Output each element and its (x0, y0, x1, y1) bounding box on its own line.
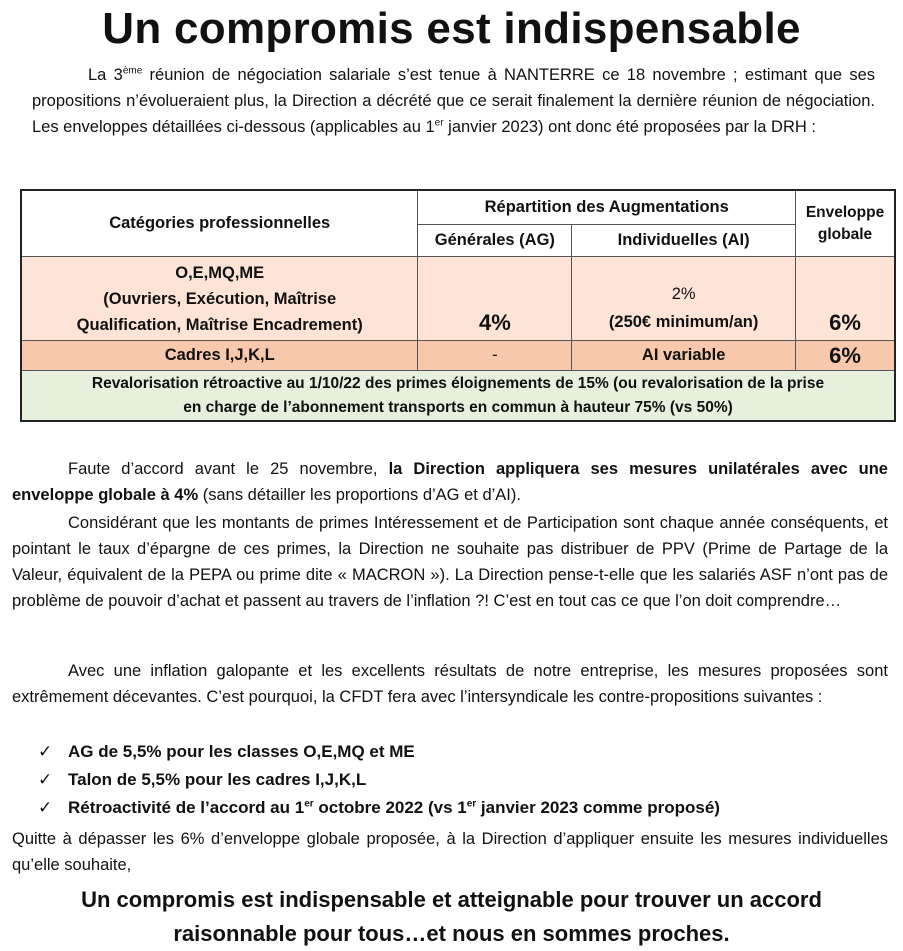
intro-text-middle: réunion de négociation salariale s’est tenue à NANTERRE ce 18 novembre ; estimant que ses propositions n’évolueraient plus, la Direction a décrété que ce serait finalement la dernière réunion de négociation. Les enveloppes détaillées ci-dessous (applicables au 1 (32, 66, 875, 136)
paragraph-faute-accord (12, 456, 888, 508)
faute-bold: la Direction appliquera ses mesures unilatérales avec une enveloppe globale à 4% (12, 460, 888, 504)
closing-statement (0, 883, 903, 951)
row1-category-line3: Qualification, Maîtrise Encadrement) (76, 315, 363, 334)
header-ai: Individuelles (AI) (572, 225, 796, 257)
row1-ai (572, 257, 796, 341)
header-repartition: Répartition des Augmentations (418, 191, 796, 225)
checkmark-icon: ✓ (38, 742, 53, 761)
page-title: Un compromis est indispensable (102, 4, 801, 53)
row1-ag: 4% (418, 257, 572, 341)
intro-sup-eme: ème (122, 65, 143, 77)
row2-enveloppe: 6% (796, 341, 895, 371)
header-enveloppe (796, 191, 895, 257)
list-item (38, 738, 720, 766)
checkmark-icon: ✓ (38, 770, 53, 789)
header-categories: Catégories professionnelles (22, 191, 418, 257)
faute-start: Faute d’accord avant le 25 novembre, (68, 460, 389, 478)
row1-category (22, 257, 418, 341)
row2-ag: - (418, 341, 572, 371)
item3-part-c: janvier 2023 comme proposé) (476, 798, 720, 817)
intro-text-end: janvier 2023) ont donc été proposées par la DRH : (443, 118, 816, 136)
intro-paragraph (32, 62, 875, 140)
paragraph-avec-inflation: Avec une inflation galopante et les excellents résultats de notre entreprise, les mesures proposées sont extrêmement décevantes. C’est pourquoi, la CFDT fera avec l’intersyndicale les contre-propositions suivantes : (12, 662, 888, 706)
row1-category-line1: O,E,MQ,ME (175, 263, 265, 282)
intro-sup-er: er (434, 117, 444, 129)
header-enveloppe-line1: Enveloppe (805, 203, 885, 221)
intro-text-start: La 3 (88, 66, 123, 84)
item3-part-b: octobre 2022 (vs 1 (313, 798, 467, 817)
row3-revalorisation (22, 371, 895, 421)
counter-proposals-list (38, 738, 720, 822)
faute-end: (sans détailler les proportions d’AG et d’AI). (198, 486, 521, 504)
row1-ai-line1: 2% (671, 285, 696, 303)
header-enveloppe-line2: globale (817, 225, 873, 243)
counter-proposal-2: Talon de 5,5% pour les cadres I,J,K,L (68, 770, 367, 789)
row2-ai: AI variable (572, 341, 796, 371)
item3-sup2: er (466, 798, 477, 810)
counter-proposal-3 (68, 794, 720, 822)
augmentations-table (21, 190, 895, 421)
paragraph-considerant: Considérant que les montants de primes Intéressement et de Participation sont chaque année conséquents, et pointant le taux d’épargne de ces primes, la Direction ne souhaite pas distribuer de PPV (Prime de Partage de la Valeur, équivalent de la PEPA ou prime dite « MACRON »). La Direction pense-t-elle que les salariés ASF n’ont pas de problème de pouvoir d’achat et passent au travers de l’inflation ?! C’est en tout cas ce que l’on doit comprendre… (12, 514, 888, 610)
row1-enveloppe: 6% (796, 257, 895, 341)
closing-line2: raisonnable pour tous…et nous en sommes proches. (173, 921, 730, 946)
row1-category-line2: (Ouvriers, Exécution, Maîtrise (103, 289, 337, 308)
list-item (38, 766, 720, 794)
checkmark-icon: ✓ (38, 798, 53, 817)
list-item (38, 794, 720, 822)
counter-proposal-1: AG de 5,5% pour les classes O,E,MQ et ME (68, 742, 415, 761)
closing-line1: Un compromis est indispensable et atteignable pour trouver un accord (81, 887, 822, 912)
row3-line2: en charge de l’abonnement transports en commun à hauteur 75% (vs 50%) (183, 398, 733, 416)
row1-ai-line2: (250€ minimum/an) (608, 313, 759, 331)
item3-part-a: Rétroactivité de l’accord au 1 (68, 798, 305, 817)
paragraph-quitte: Quitte à dépasser les 6% d’enveloppe globale proposée, à la Direction d’appliquer ensuite les mesures individuelles qu’elle souhaite, (12, 830, 888, 874)
row2-category: Cadres I,J,K,L (22, 341, 418, 371)
row3-line1: Revalorisation rétroactive au 1/10/22 des primes éloignements de 15% (ou revalorisation de la prise (91, 374, 825, 392)
item3-sup1: er (304, 798, 314, 810)
header-ag: Générales (AG) (418, 225, 572, 257)
